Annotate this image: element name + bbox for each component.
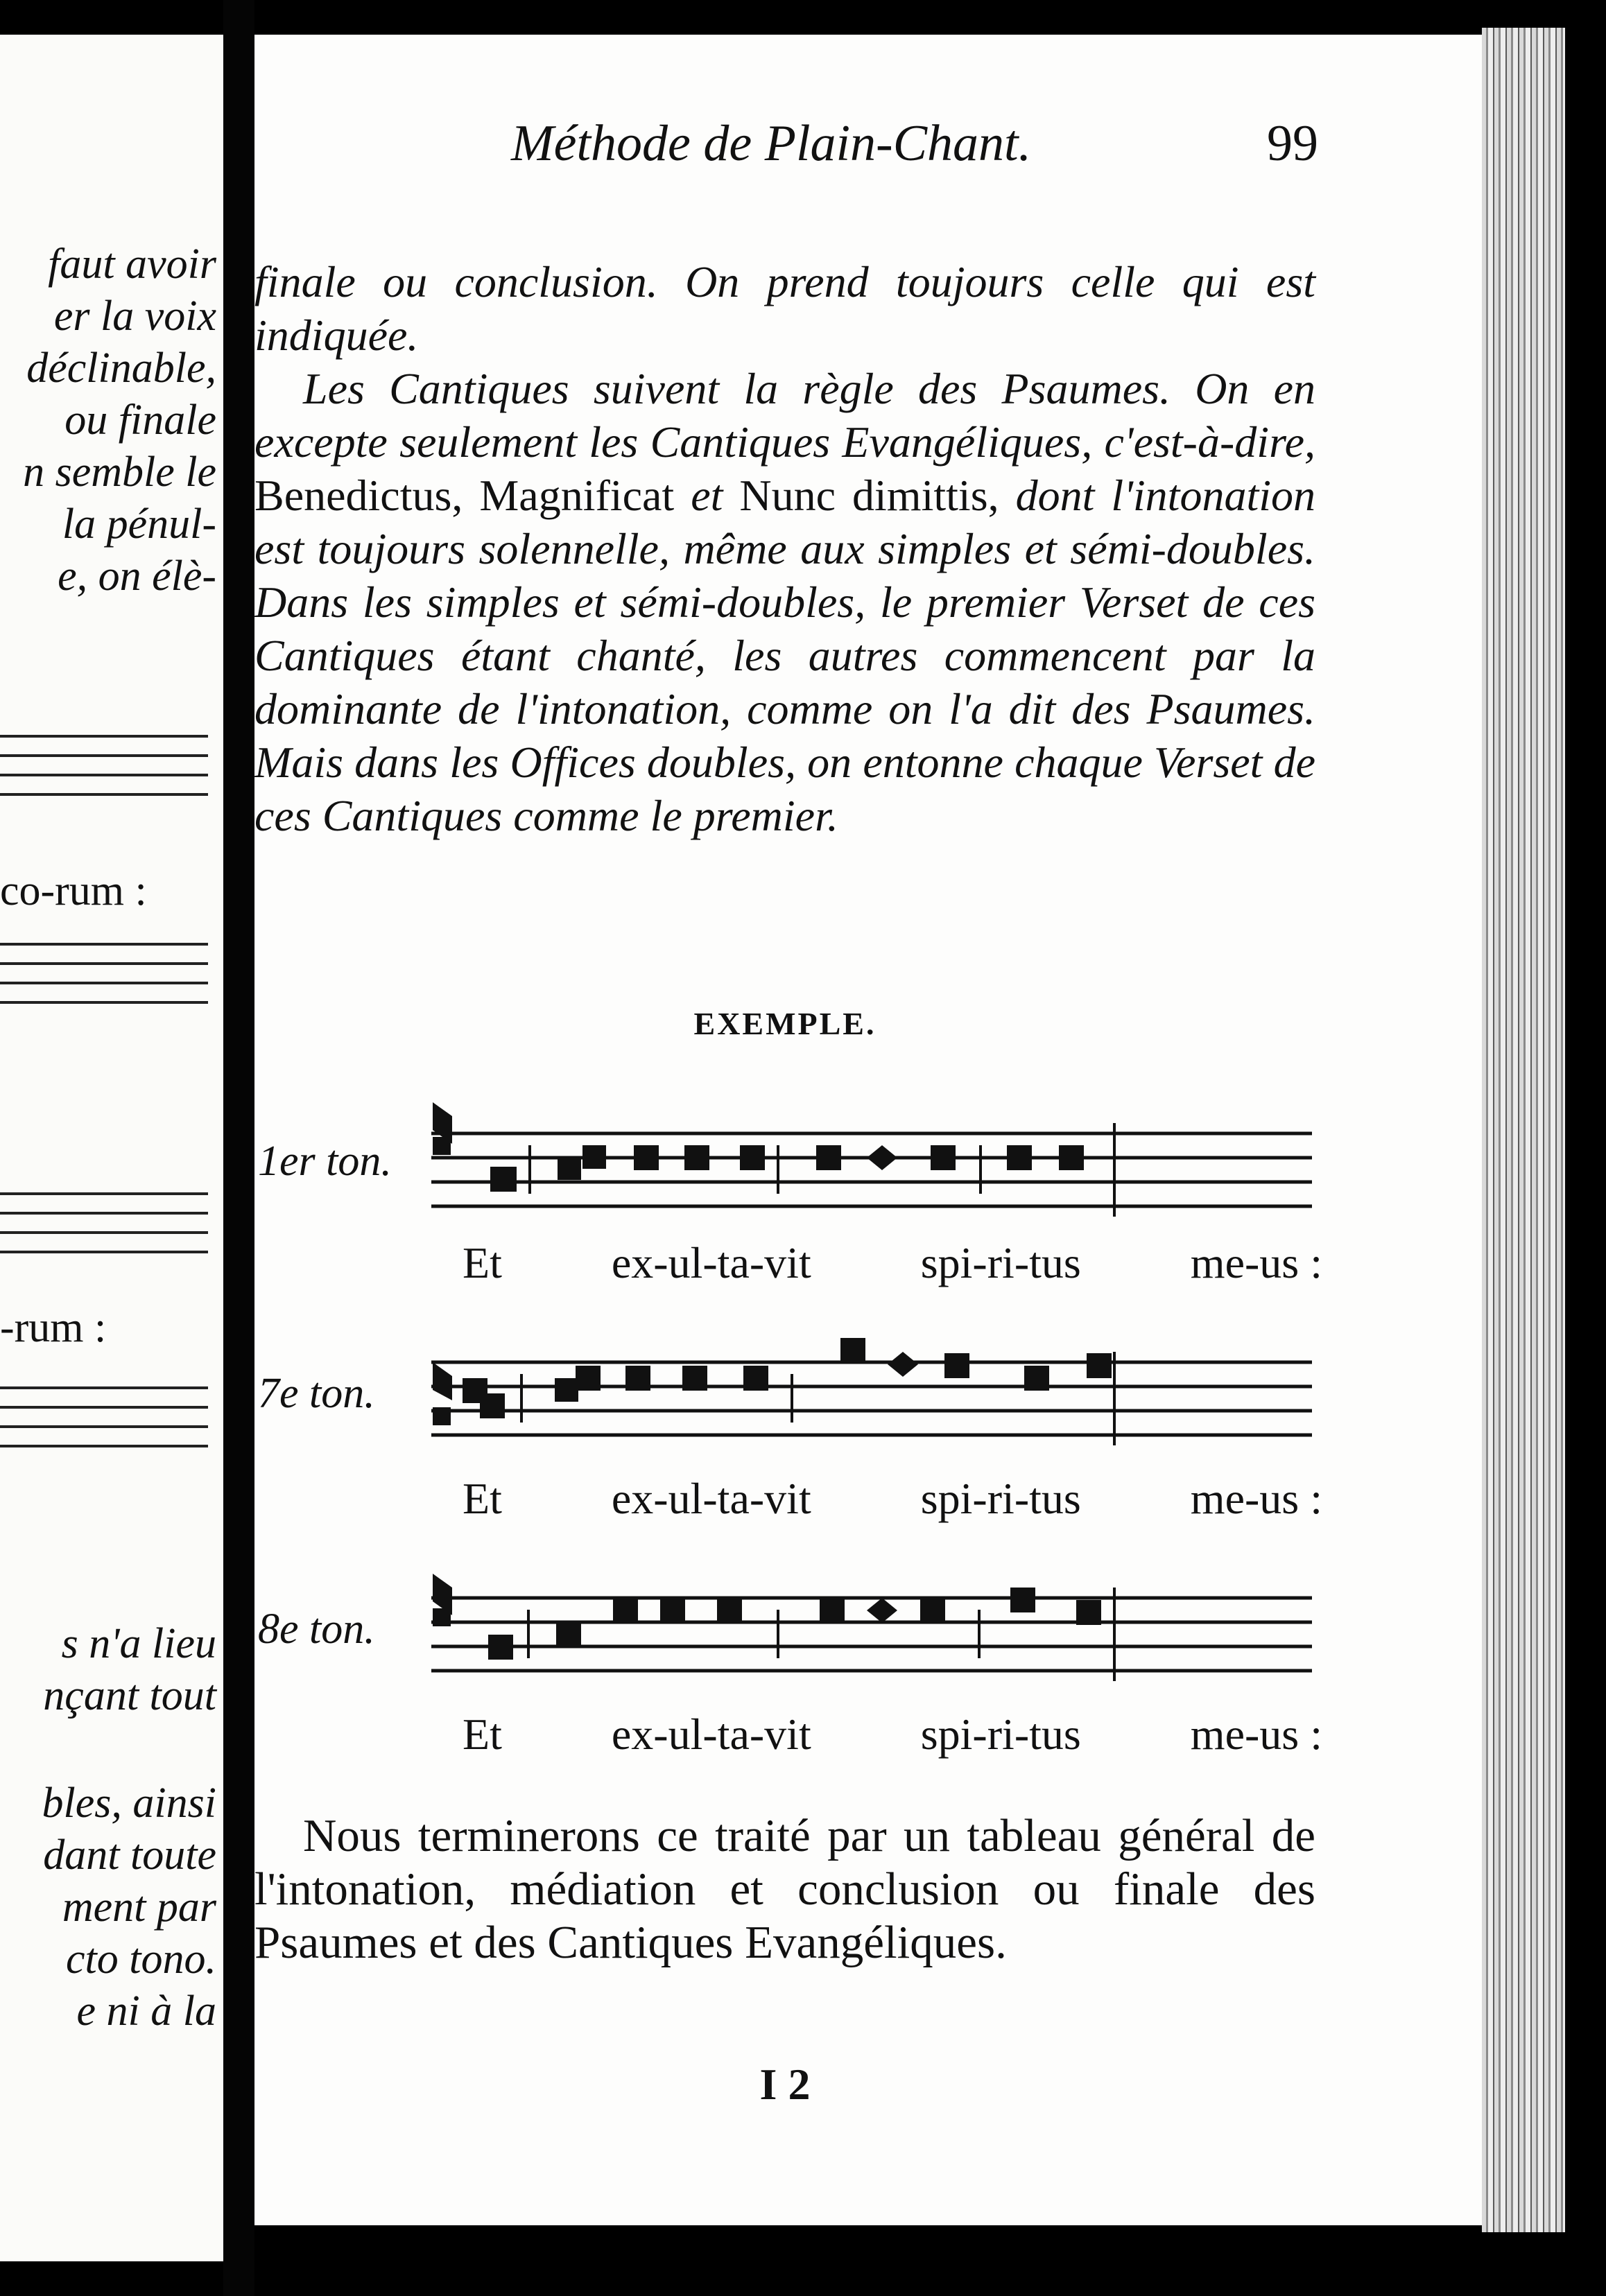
book-gutter	[223, 0, 254, 2296]
paragraph: Nous terminerons ce traité par un tableau général de l'intonation, médiation et conclusion ou finale des Psaumes et des Cantiques Evangéliques.	[254, 1810, 1315, 1968]
lyric-word: spi-ri-tus	[920, 1710, 1081, 1759]
left-line: cto tono.	[66, 1936, 216, 1983]
left-line: nçant tout	[43, 1672, 216, 1719]
paragraph	[254, 362, 1315, 842]
lyric-word: spi-ri-tus	[920, 1474, 1081, 1523]
book-page	[254, 35, 1482, 2225]
left-line: ou finale	[64, 397, 216, 444]
left-line: la pénul-	[62, 501, 216, 548]
chant-staff	[431, 1324, 1319, 1456]
lyric-word: spi-ri-tus	[920, 1238, 1081, 1287]
tone-label: 1er ton.	[258, 1138, 392, 1185]
page-number: 99	[1267, 115, 1318, 172]
lyric-row	[463, 1709, 1322, 1760]
running-title: Méthode de Plain-Chant.	[511, 115, 1032, 172]
chant-staff	[431, 1560, 1319, 1691]
closing-paragraph	[254, 1809, 1315, 1969]
tone-label: 8e ton.	[258, 1606, 375, 1653]
left-line: faut avoir	[48, 241, 216, 288]
left-staff-fragment	[0, 1192, 208, 1270]
paragraph: finale ou conclusion. On prend toujours celle qui est indiquée.	[254, 257, 1315, 360]
text-run: et	[691, 471, 723, 520]
tone-label: 7e ton.	[258, 1370, 375, 1417]
lyric-word: ex-ul-ta-vit	[611, 1710, 811, 1759]
left-line: s n'a lieu	[61, 1620, 216, 1667]
text-run: Les Cantiques suivent la règle des Psaumes. On en excepte seulement les Cantiques Evangéliques, c'est-à-dire,	[254, 364, 1315, 467]
left-lyric: -rum :	[0, 1304, 107, 1351]
left-line: n semble le	[23, 449, 216, 496]
lyric-word: Et	[463, 1474, 502, 1523]
lyric-word: me-us :	[1190, 1474, 1322, 1523]
text-run: dont l'intonation est toujours solennelle, même aux simples et sémi-doubles. Dans les simples et sémi-doubles, le premier Verset de ces Cantiques étant chanté, les autres commencent par la dominante de l'intonation, comme on l'a dit des Psaumes. Mais dans les Offices doubles, on entonne chaque Verset de ces Cantiques comme le premier.	[254, 471, 1316, 840]
left-lyric: co-rum :	[0, 867, 147, 914]
signature-mark: I 2	[759, 2060, 811, 2109]
text-run-roman: Nunc dimittis,	[739, 471, 999, 520]
text-run-roman: Benedictus, Magnificat	[254, 471, 675, 520]
lyric-word: ex-ul-ta-vit	[611, 1238, 811, 1287]
lyric-word: me-us :	[1190, 1238, 1322, 1287]
lyric-word: me-us :	[1190, 1710, 1322, 1759]
left-line: e ni à la	[76, 1988, 216, 2035]
lyric-word: ex-ul-ta-vit	[611, 1474, 811, 1523]
page-header	[254, 114, 1482, 184]
left-line: bles, ainsi	[42, 1780, 216, 1827]
left-staff-fragment	[0, 1386, 208, 1464]
left-line: er la voix	[53, 293, 216, 340]
lyric-word: Et	[463, 1710, 502, 1759]
lyric-word: Et	[463, 1238, 502, 1287]
left-facing-page	[0, 35, 223, 2261]
page-edges	[1482, 28, 1565, 2232]
left-line: dant toute	[43, 1832, 216, 1879]
lyric-row	[463, 1237, 1322, 1289]
left-staff-fragment	[0, 943, 208, 1020]
left-line: e, on élè-	[58, 553, 216, 600]
body-text	[254, 255, 1315, 842]
chant-staff	[431, 1095, 1319, 1227]
left-line: ment par	[62, 1884, 216, 1931]
lyric-row	[463, 1473, 1322, 1524]
left-staff-fragment	[0, 735, 208, 812]
example-heading: EXEMPLE.	[693, 1006, 877, 1041]
left-line: déclinable,	[26, 345, 216, 392]
